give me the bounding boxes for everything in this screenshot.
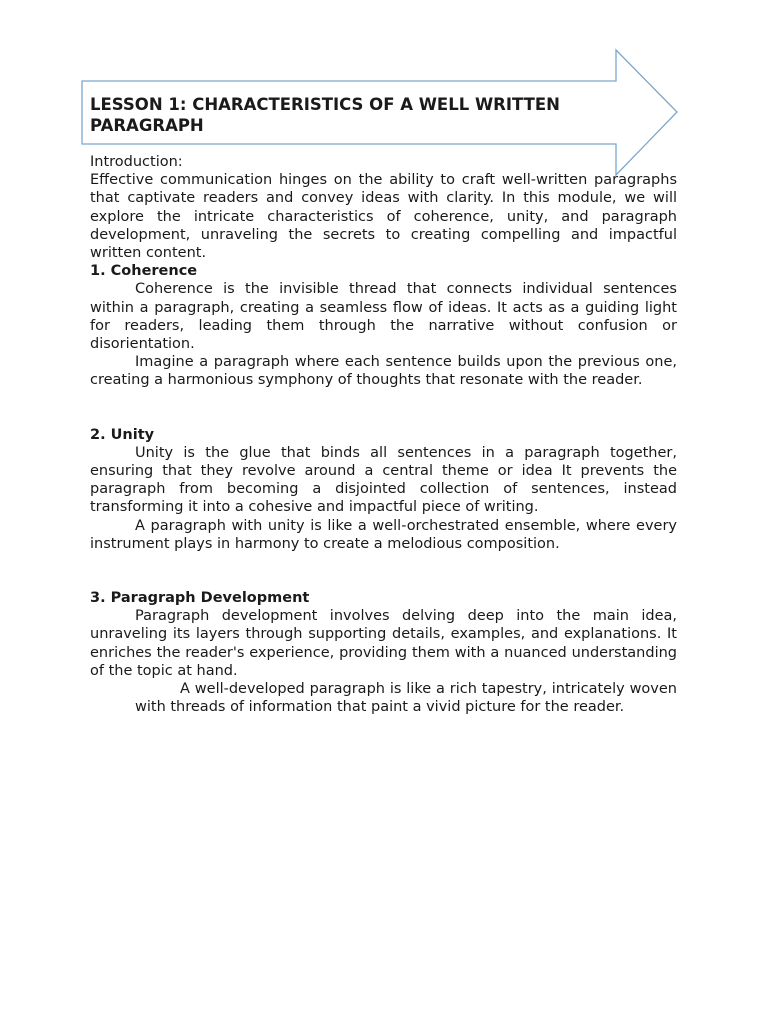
section-heading-unity: 2. Unity xyxy=(90,426,155,443)
lesson-title: LESSON 1: CHARACTERISTICS OF A WELL WRITTEN PARAGRAPH xyxy=(90,95,560,135)
intro-paragraph: Effective communication hinges on the ability to craft well-written paragraphs that captivate readers and convey ideas with clarity. In this module, we will explore the intricate characteristics of coherence, unity, and paragraph development, unraveling the secrets to creating compelling and impactful written content. xyxy=(90,172,677,262)
coherence-paragraph-2: Imagine a paragraph where each sentence builds upon the previous one, creating a harmonious symphony of thoughts that resonate with the reader. xyxy=(90,354,677,389)
section-heading-coherence: 1. Coherence xyxy=(90,263,198,280)
section-heading-paragraph-development: 3. Paragraph Development xyxy=(90,590,310,607)
section-spacer xyxy=(90,390,677,426)
section-spacer xyxy=(90,553,677,589)
unity-paragraph-2: A paragraph with unity is like a well-orchestrated ensemble, where every instrument plays in harmony to create a melodious composition. xyxy=(90,517,677,552)
unity-paragraph-1: Unity is the glue that binds all sentences in a paragraph together, ensuring that they revolve around a central theme or idea It prevents the paragraph from becoming a disjointed collection of sentences, instead transforming it into a cohesive and impactful piece of writing. xyxy=(90,444,677,516)
development-paragraph-1: Paragraph development involves delving deep into the main idea, unraveling its layers through supporting details, examples, and explanations. It enriches the reader's experience, providing them with a nuanced understanding of the topic at hand. xyxy=(90,608,677,679)
coherence-paragraph-1: Coherence is the invisible thread that connects individual sentences within a paragraph, creating a seamless flow of ideas. It acts as a guiding light for readers, leading them through the narrative without confusion or disorientation. xyxy=(90,281,677,353)
intro-label: Introduction: xyxy=(90,154,183,170)
lesson-content xyxy=(90,153,677,716)
development-paragraph-2: A well-developed paragraph is like a rich tapestry, intricately woven with threads of information that paint a vivid picture for the reader. xyxy=(135,681,677,716)
